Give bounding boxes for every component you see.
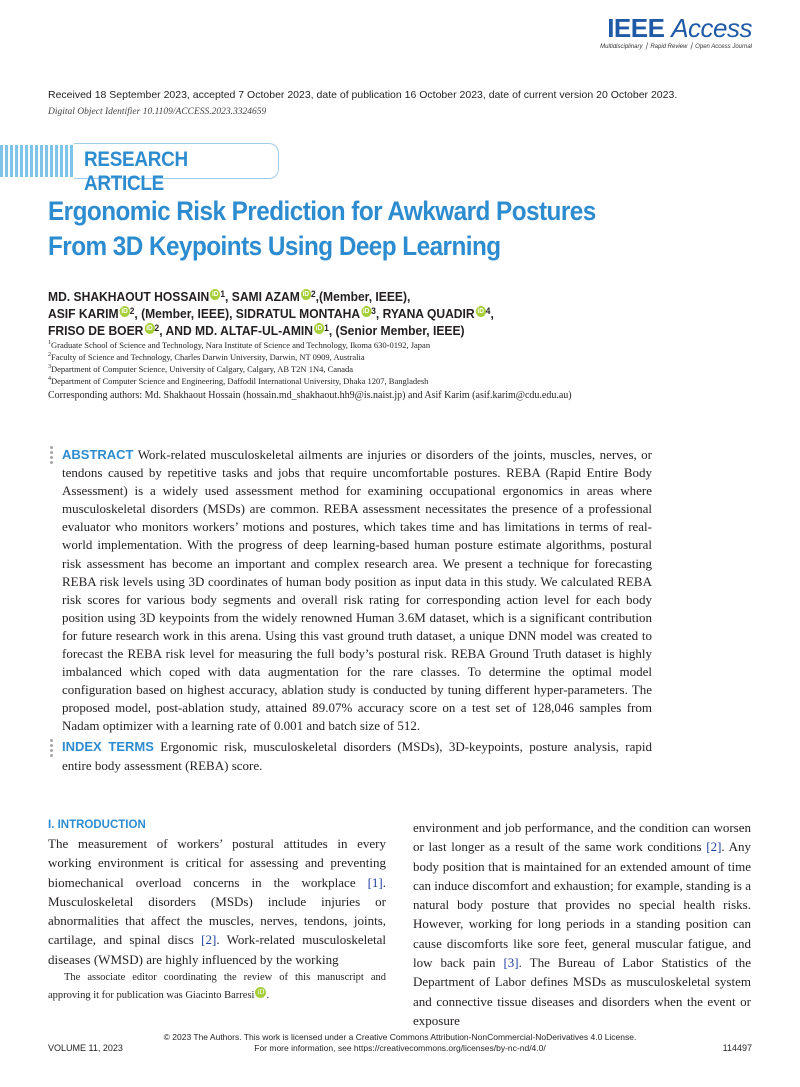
author-line-1: [48, 289, 410, 304]
affil-sup: 2: [129, 306, 135, 316]
license-line: © 2023 The Authors. This work is licensed under a Creative Commons Attribution-NonCommercial-NoDerivatives 4.0 License.: [163, 1032, 637, 1042]
license-link[interactable]: For more information, see https://creativecommons.org/licenses/by-nc-nd/4.0/: [254, 1042, 546, 1053]
author-name: MD. SHAKHAOUT HOSSAIN: [48, 289, 210, 304]
body-text: The measurement of workers’ postural attitudes in every working environment is critical for assessing and preventing biomechanical overload concerns in the workplace: [48, 836, 386, 890]
abstract: [62, 446, 652, 736]
author-membership: ,(Member, IEEE),: [315, 289, 411, 304]
journal-name-italic: Access: [671, 13, 752, 43]
affil-sup: 3: [48, 364, 51, 371]
paper-title: [48, 194, 678, 264]
affiliation-4: [48, 376, 428, 386]
index-terms: [62, 738, 652, 775]
orcid-icon[interactable]: iD: [315, 325, 323, 332]
article-type: RESEARCH ARTICLE: [84, 148, 188, 195]
affiliation-3: [48, 364, 353, 374]
volume: VOLUME 11, 2023: [48, 1043, 123, 1053]
author-membership: , (Senior Member, IEEE): [328, 323, 465, 338]
journal-logo: [600, 14, 752, 50]
author-name: ASIF KARIM: [48, 306, 119, 321]
index-terms-dots: [50, 739, 54, 759]
affil-text: Department of Computer Science, University of Calgary, Calgary, AB T2N 1N4, Canada: [51, 364, 354, 374]
body-text: environment and job performance, and the condition can worsen or last longer as a result of the same work conditions: [413, 820, 751, 855]
affil-sup: 2: [48, 352, 51, 359]
affil-sup: 1: [48, 340, 51, 347]
page-number: 114497: [722, 1043, 752, 1053]
orcid-icon[interactable]: iD: [211, 291, 219, 298]
author-line-3: [48, 323, 465, 338]
citation-link[interactable]: [2]: [706, 839, 722, 855]
citation-link[interactable]: [3]: [503, 955, 519, 971]
article-type-banner: [0, 141, 290, 195]
abstract-text: Work-related musculoskeletal ailments are injuries or disorders of the joints, muscles, nerves, or tendons caused by repetitive tasks and jobs that require uncomfortable postures. REBA (Rapid Entire Body Assessment) is a widely used assessment method for examining occupational ergonomics in areas where musculoskeletal disorders (MSDs) are common. REBA assessment necessitates the presence of a professional evaluator who monitors workers’ motions and postures, which takes time and has limitations in terms of real-world implementation. With the progress of deep learning-based human posture estimate algorithms, postural risk assessment has become an important and complex research area. We present a technique for forecasting REBA risk levels using 3D coordinates of human body position as input data in this study. We calculated REBA risk scores for various body segments and overall risk rating for corresponding action level for each body position using 3D keypoints from the widely renowned Human 3.6M dataset, which is a significant contribution for future research work in this arena. Using this vast ground truth dataset, a unique DNN model was created to forecast the REBA risk level for measuring the full body’s postural risk. REBA Ground Truth dataset is highly imbalanced which coped with data augmentation for the rare classes. To determine the optimal model configuration based on highest accuracy, ablation study is conducted by tuning different hyper-parameters. The proposed model, post-ablation study, attained 89.07% accuracy score on a test set of 128,046 samples from Nadam optimizer with a learning rate of 0.001 and batch size of 512.: [62, 447, 653, 734]
body-text: . Work-related musculoskeletal diseases (WMSD) are highly influenced by the working: [48, 932, 386, 967]
affil-sup: 2: [310, 289, 316, 299]
orcid-icon[interactable]: iD: [302, 291, 310, 298]
affil-sup: 1: [324, 323, 329, 333]
affil-sup: 2: [154, 323, 160, 333]
banner-stripes: [0, 145, 74, 177]
index-terms-text: Ergonomic risk, musculoskeletal disorders (MSDs), 3D-keypoints, posture analysis, rapid entire body assessment (REBA) score.: [62, 739, 652, 773]
body-text: . Musculoskeletal disorders (MSDs) include injuries or abnormalities that affect the muscles, nerves, tendons, joints, cartilage, and spinal discs: [48, 874, 386, 948]
citation-link[interactable]: [1]: [367, 874, 383, 890]
body-text: . Any body position that is maintained for an extended amount of time can induce discomfort and exhaustion; for example, standing is a natural body posture that provides no special health risks. However, working for long periods in a standing position can cause discomforts like sore feet, general muscular fatigue, and low back pain: [413, 839, 751, 971]
body-text: . The Bureau of Labor Statistics of the Department of Labor defines MSDs as musculoskeletal system and connective tissue diseases and disorders when the event or exposure: [413, 955, 752, 1028]
doi[interactable]: Digital Object Identifier 10.1109/ACCESS.2023.3324659: [48, 107, 267, 117]
body-column-right: [413, 818, 751, 1030]
orcid-icon[interactable]: iD: [121, 308, 128, 315]
citation-link[interactable]: [2]: [201, 932, 217, 948]
orcid-icon[interactable]: iD: [477, 308, 484, 315]
received-dates: Received 18 September 2023, accepted 7 October 2023, date of publication 16 October 2023, date of current version 20 October 2023.: [48, 89, 678, 101]
section-heading: I. INTRODUCTION: [48, 819, 146, 831]
corresponding-authors: Corresponding authors: Md. Shakhaout Hossain (hossain.md_shakhaout.hh9@is.naist.jp) and Asif Karim (asif.karim@cdu.edu.au): [48, 390, 572, 401]
footnote-text: The associate editor coordinating the review of this manuscript and approving it for publication was Giacinto Barresi: [48, 972, 386, 1001]
title-line-2: From 3D Keypoints Using Deep Learning: [48, 231, 501, 261]
affiliation-2: [48, 352, 365, 362]
affil-sup: 3: [371, 306, 376, 316]
journal-tagline: Multidisciplinary ⎪ Rapid Review ⎪ Open Access Journal: [600, 44, 752, 50]
editor-footnote: The associate editor coordinating the review of this manuscript and approving it for publication was Giacinto Barresi iD .: [48, 972, 386, 1001]
affil-sup: 4: [48, 376, 51, 383]
index-terms-label: INDEX TERMS: [62, 739, 154, 754]
author-name: , (Member, IEEE), SIDRATUL MONTAHA: [134, 306, 361, 321]
orcid-icon[interactable]: iD: [146, 325, 153, 332]
abstract-dots: [50, 446, 54, 466]
affil-text: Department of Computer Science and Engineering, Daffodil International University, Dhaka 1207, Bangladesh: [51, 376, 429, 386]
affil-sup: 1: [220, 289, 226, 299]
journal-name-bold: IEEE: [607, 13, 665, 43]
affil-text: Faculty of Science and Technology, Charles Darwin University, Darwin, NT 0909, Australia: [51, 352, 365, 362]
affil-text: Graduate School of Science and Technology, Nara Institute of Science and Technology, Ikoma 630-0192, Japan: [51, 340, 431, 350]
punct: ,: [490, 306, 494, 321]
orcid-icon[interactable]: iD: [257, 988, 265, 996]
affil-sup: 4: [485, 306, 491, 316]
author-line-2: [48, 306, 494, 321]
abstract-label: ABSTRACT: [62, 447, 134, 462]
author-name: , SAMI AZAM: [225, 289, 300, 304]
orcid-icon[interactable]: iD: [362, 308, 370, 315]
author-name: , AND MD. ALTAF-UL-AMIN: [159, 323, 314, 338]
author-name: , RYANA QUADIR: [375, 306, 475, 321]
author-name: FRISO DE BOER: [48, 323, 144, 338]
affiliation-1: [48, 340, 430, 350]
body-column-left: [48, 834, 386, 969]
title-line-1: Ergonomic Risk Prediction for Awkward Postures: [48, 196, 596, 226]
